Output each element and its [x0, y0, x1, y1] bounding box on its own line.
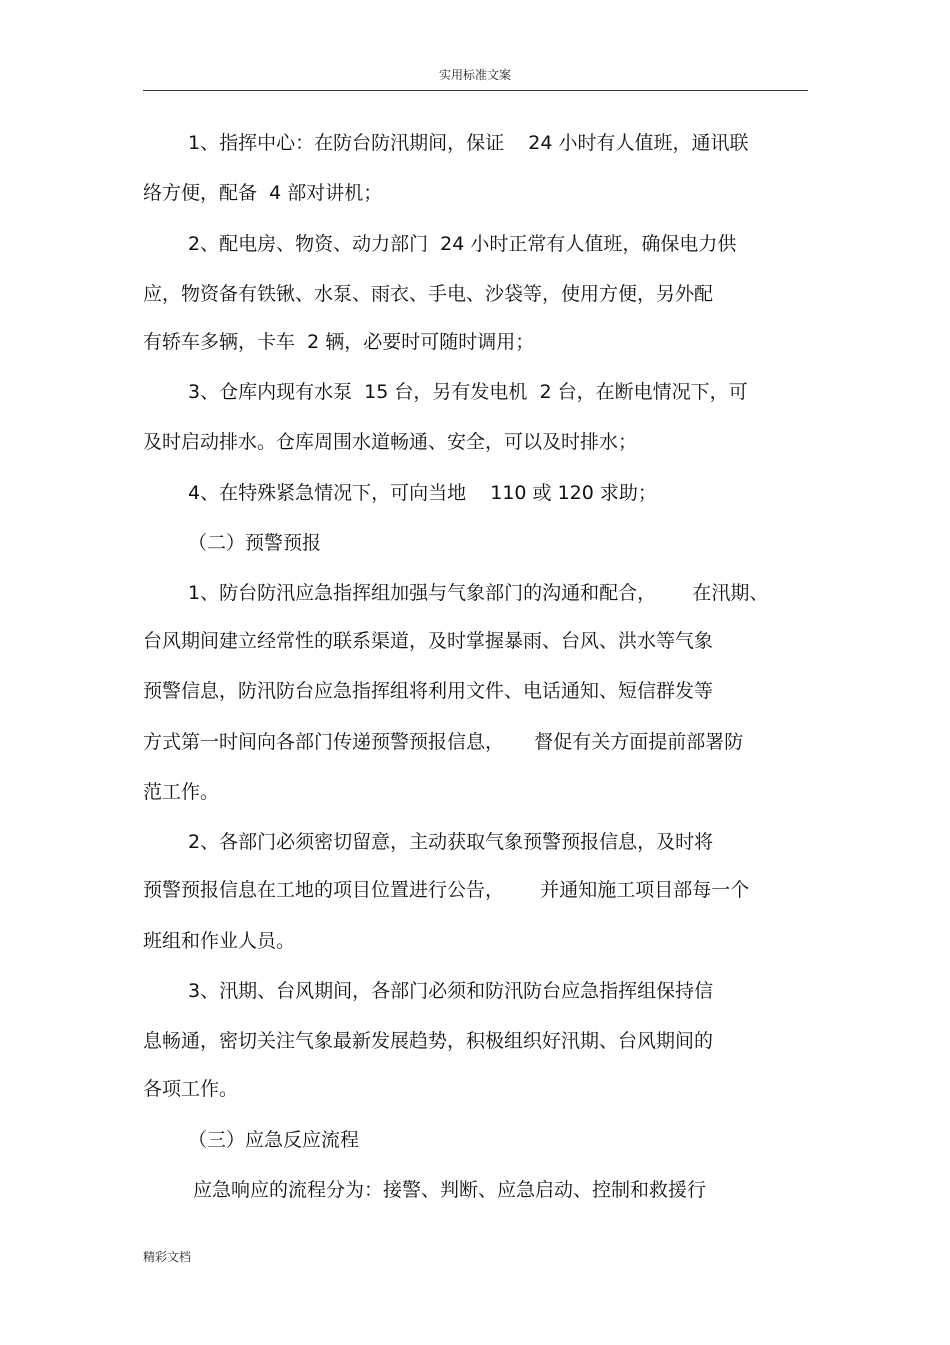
body-line: 范工作。: [143, 781, 220, 803]
body-line: 息畅通，密切关注气象最新发展趋势，积极组织好汛期、台风期间的: [143, 1030, 714, 1052]
section-heading: （三）应急反应流程: [188, 1129, 360, 1151]
body-line: 应急响应的流程分为：接警、判断、应急启动、控制和救援行: [193, 1179, 707, 1201]
body-line: 台风期间建立经常性的联系渠道，及时掌握暴雨、台风、洪水等气象: [143, 630, 714, 652]
page-header: 实用标准文案: [438, 68, 511, 82]
body-line: 预警信息，防汛防台应急指挥组将利用文件、电话通知、短信群发等: [143, 680, 714, 702]
body-line: 预警预报信息在工地的项目位置进行公告， 并通知施工项目部每一个: [143, 879, 750, 901]
section-heading: （二）预警预报: [188, 532, 322, 554]
body-line: 及时启动排水。仓库周围水道畅通、安全，可以及时排水；: [143, 431, 638, 453]
body-line: 络方便，配备 4 部对讲机；: [143, 182, 383, 204]
body-line: 有轿车多辆，卡车 2 辆，必要时可随时调用；: [143, 331, 535, 353]
body-line: 3、仓库内现有水泵 15 台，另有发电机 2 台，在断电情况下，可: [188, 381, 748, 403]
body-line: 各项工作。: [143, 1078, 239, 1100]
body-line: 4、在特殊紧急情况下，可向当地 110 或 120 求助；: [188, 482, 657, 504]
body-line: 1、指挥中心：在防台防汛期间，保证 24 小时有人值班，通讯联: [188, 132, 749, 154]
body-line: 应，物资备有铁锹、水泵、雨衣、手电、沙袋等，使用方便，另外配: [143, 283, 714, 305]
body-line: 班组和作业人员。: [143, 930, 296, 952]
body-line: 2、配电房、物资、动力部门 24 小时正常有人值班，确保电力供: [188, 233, 737, 255]
body-line: 方式第一时间向各部门传递预警预报信息， 督促有关方面提前部署防: [143, 731, 744, 753]
body-line: 1、防台防汛应急指挥组加强与气象部门的沟通和配合， 在汛期、: [188, 582, 769, 604]
body-line: 2、各部门必须密切留意，主动获取气象预警预报信息，及时将: [188, 831, 714, 853]
page-footer: 精彩文档: [143, 1250, 192, 1264]
header-rule: [143, 90, 808, 91]
body-line: 3、汛期、台风期间，各部门必须和防汛防台应急指挥组保持信: [188, 980, 714, 1002]
